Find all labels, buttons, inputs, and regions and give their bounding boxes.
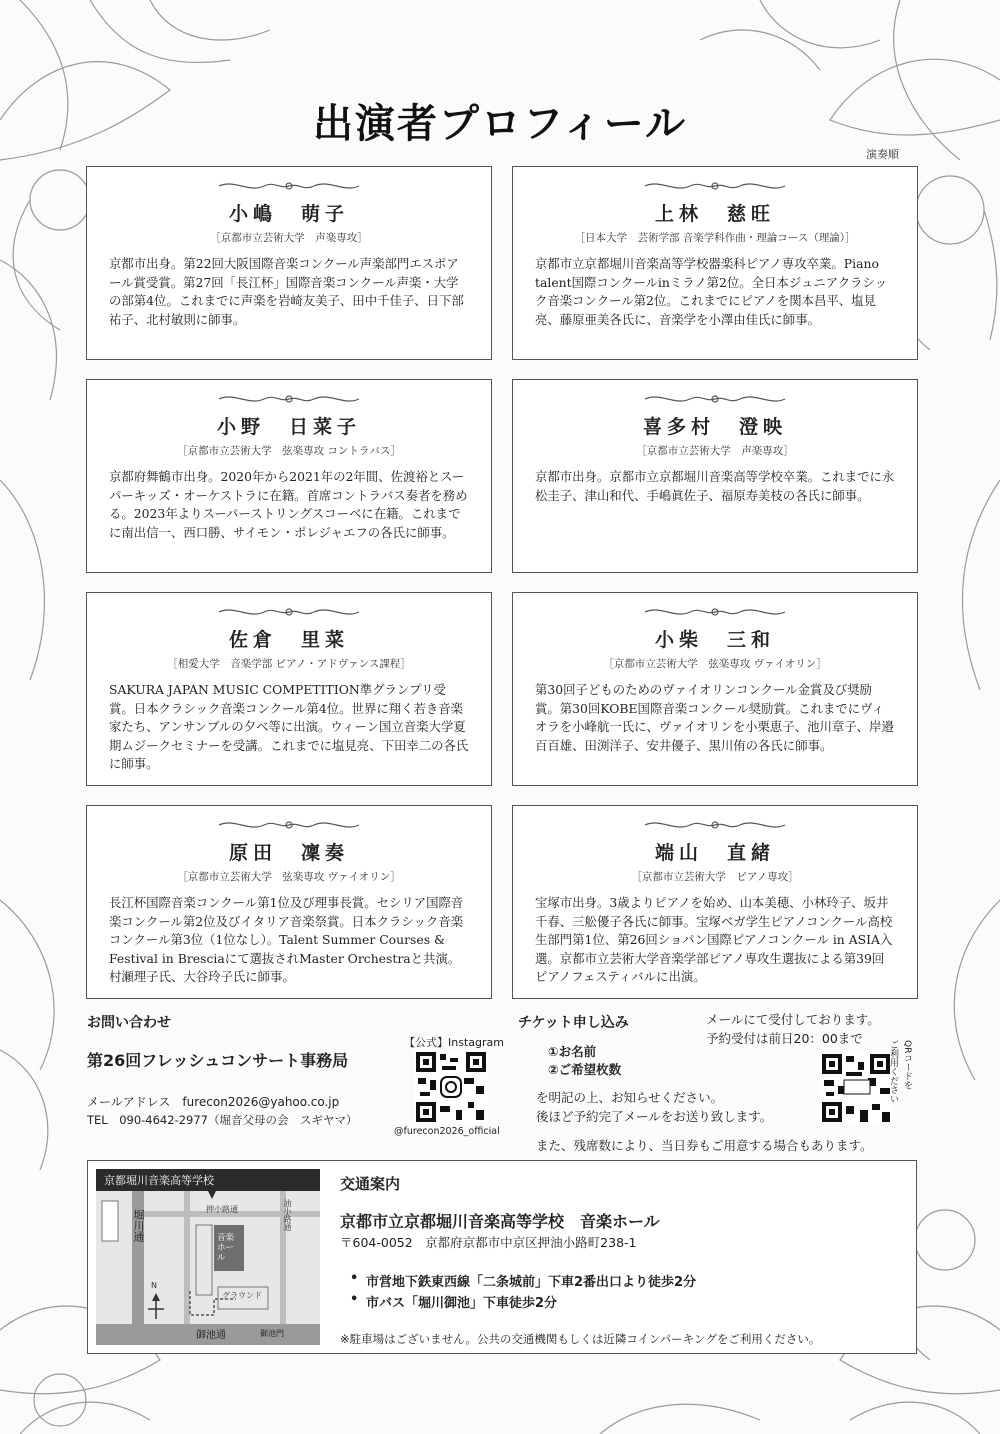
ticket-qr-code-icon[interactable] xyxy=(820,1052,892,1124)
instagram-handle[interactable]: @furecon2026_official xyxy=(394,1126,500,1137)
map-street-oike: 御池通 xyxy=(196,1330,226,1341)
performer-affiliation: ［相愛大学 音楽学部 ピアノ・アドヴァンス課程］ xyxy=(167,658,411,670)
ornament-divider-icon xyxy=(214,390,364,408)
access-heading: 交通案内 xyxy=(340,1175,401,1193)
performer-card xyxy=(512,166,918,360)
ticket-item-name: ①お名前 xyxy=(548,1044,597,1059)
performer-affiliation: ［京都市立芸術大学 声楽専攻］ xyxy=(636,445,794,457)
map-north-label: N xyxy=(151,1281,157,1290)
performer-name: 佐倉 里菜 xyxy=(228,629,349,651)
access-route-bullet-2: • xyxy=(350,1292,359,1307)
performer-card xyxy=(86,166,492,360)
performer-name: 原田 凜奏 xyxy=(228,842,349,864)
ticket-heading: チケット申し込み xyxy=(518,1015,629,1031)
performer-bio: 第30回子どものためのヴァイオリンコンクール金賞及び奨励賞。第30回KOBE国際音楽コンクール奨励賞。これまでにヴィオラを小峰航一氏に、ヴァイオリンを小栗恵子、池川章子、岸邉百百雄、田渕洋子、安井優子、黒川侑の各氏に師事。 xyxy=(535,682,894,753)
performer-card xyxy=(86,379,492,573)
performer-bio: 京都市立京都堀川音楽高等学校器楽科ピアノ専攻卒業。Piano talent国際コンクールinミラノ第2位。全日本ジュニアクラシック音楽コンクール第2位。これまでにピアノを関本昌平、塩見亮、藤原亜美各氏に、音楽学を小澤由佳氏に師事。 xyxy=(535,256,888,327)
performer-affiliation: ［京都市立芸術大学 弦楽専攻 コントラバス］ xyxy=(177,445,401,457)
contact-email[interactable]: メールアドレス furecon2026@yahoo.co.jp xyxy=(87,1095,340,1109)
page-title: 出演者プロフィール xyxy=(313,101,687,147)
ornament-divider-icon xyxy=(640,816,790,834)
performer-card xyxy=(512,379,918,573)
map-street-horikawa: 堀川通 xyxy=(132,1209,145,1242)
ticket-instruction-1: を明記の上、お知らせください。 xyxy=(536,1090,724,1105)
performer-affiliation: ［京都市立芸術大学 弦楽専攻 ヴァイオリン］ xyxy=(603,658,827,670)
ornament-divider-icon xyxy=(640,603,790,621)
access-parking-note: ※駐車場はございません。公共の交通機関もしくは近隣コインパーキングをご利用ください。 xyxy=(340,1332,821,1346)
access-route-bus: 市バス「堀川御池」下車徒歩2分 xyxy=(366,1296,558,1311)
access-venue-name: 京都市立京都堀川音楽高等学校 音楽ホール xyxy=(340,1212,660,1231)
performer-name: 上林 慈旺 xyxy=(654,203,775,225)
ornament-divider-icon xyxy=(214,603,364,621)
performer-card xyxy=(86,592,492,786)
ticket-instruction-2: 後ほど予約完了メールをお送り致します。 xyxy=(536,1109,773,1124)
performer-name: 小嶋 萌子 xyxy=(228,203,349,225)
ticket-deadline: 予約受付は前日20：00まで xyxy=(706,1031,863,1046)
map-hall-label: 音楽ホール xyxy=(217,1233,235,1263)
access-route-subway: 市営地下鉄東西線「二条城前」下車2番出口より徒歩2分 xyxy=(366,1275,697,1290)
performer-card xyxy=(86,805,492,999)
performer-bio: SAKURA JAPAN MUSIC COMPETITION準グランプリ受賞。日本クラシック音楽コンクール第4位。世界に翔く若き音楽家たち、アンサンブルの夕べ等に出演。ウィーン国立音楽大学夏期ムジークセミナーを受講。これまでに塩見亮、下田幸二の各氏に師事。 xyxy=(109,682,469,771)
map-street-aburakoji: 油小路通 xyxy=(283,1199,292,1231)
performer-bio: 京都市出身。第22回大阪国際音楽コンクール声楽部門エスポアール賞受賞。第27回「長江杯」国際音楽コンクール声楽・大学の部第4位。これまでに声楽を岩崎友美子、田中千佳子、日下部祐子、北村敏則に師事。 xyxy=(109,256,464,327)
performer-name: 端山 直緒 xyxy=(654,842,775,864)
performer-bio: 長江杯国際音楽コンクール第1位及び理事長賞。セシリア国際音楽コンクール第2位及びイタリア音楽祭賞。日本クラシック音楽コンクール第3位（1位なし）。Talent Summer Courses & Festival in Bresciaにて選抜されMaster Orchestraと共演。村瀬理子氏、大谷玲子氏に師事。 xyxy=(109,895,464,984)
ornament-divider-icon xyxy=(214,177,364,195)
performer-affiliation: ［京都市立芸術大学 ピアノ専攻］ xyxy=(631,871,799,883)
instagram-label: 【公式】Instagram xyxy=(404,1036,504,1049)
performer-bio: 宝塚市出身。3歳よりピアノを始め、山本美穂、小林玲子、坂井千春、三舩優子各氏に師事。宝塚ベガ学生ピアノコンクール高校生部門第1位、第26回ショパン国際ピアノコンクール in ASIA入選。京都市立芸術大学音楽学部ピアノ専攻生選抜による第39回ピアノフェスティバルに出演。 xyxy=(535,895,893,984)
access-route-bullet-1: • xyxy=(350,1271,359,1286)
map-ground-label: グラウンド xyxy=(222,1291,262,1300)
access-address: 〒604-0052 京都府京都市中京区押油小路町238-1 xyxy=(340,1235,637,1250)
instagram-qr-code-icon[interactable] xyxy=(414,1050,488,1124)
access-panel xyxy=(87,1160,917,1354)
ticket-item-count: ②ご希望枚数 xyxy=(548,1062,622,1077)
performer-name: 喜多村 澄映 xyxy=(642,416,787,438)
map-gate-label: 御池門 xyxy=(260,1329,284,1338)
performer-affiliation: ［日本大学 芸術学部 音楽学科作曲・理論コース（理論）］ xyxy=(574,232,856,244)
ornament-divider-icon xyxy=(640,390,790,408)
performance-order-note: 演奏順 xyxy=(866,148,899,161)
performer-name: 小野 日菜子 xyxy=(216,416,361,438)
performer-bio: 京都市出身。京都市立京都堀川音楽高等学校卒業。これまでに永松圭子、津山和代、手嶋眞佐子、福原寿美枝の各氏に師事。 xyxy=(535,469,895,503)
qr-caption-1: QRコードを xyxy=(902,1040,912,1090)
access-map xyxy=(96,1169,320,1345)
performer-card xyxy=(512,592,918,786)
ornament-divider-icon xyxy=(214,816,364,834)
ticket-mail-note: メールにて受付しております。 xyxy=(706,1012,880,1027)
performer-affiliation: ［京都市立芸術大学 声楽専攻］ xyxy=(210,232,368,244)
performer-name: 小柴 三和 xyxy=(654,629,775,651)
ticket-door-note: また、残席数により、当日券もご用意する場合もあります。 xyxy=(536,1138,873,1153)
contact-tel[interactable]: TEL 090-4642-2977（堀音父母の会 スギヤマ） xyxy=(87,1113,358,1127)
performer-bio: 京都府舞鶴市出身。2020年から2021年の2年間、佐渡裕とスーパーキッズ・オーケストラに在籍。首席コントラバス奏者を務める。2023年よりスーパーストリングスコーベに在籍。これまでに南出信一、西口勝、サイモン・ポレジャエフの各氏に師事。 xyxy=(109,469,468,540)
qr-caption-2: ご利用ください xyxy=(888,1040,898,1103)
performer-affiliation: ［京都市立芸術大学 弦楽専攻 ヴァイオリン］ xyxy=(177,871,401,883)
contact-office-name: 第26回フレッシュコンサート事務局 xyxy=(87,1051,349,1070)
contact-heading: お問い合わせ xyxy=(87,1015,171,1031)
map-street-oshi: 押小路通 xyxy=(206,1205,238,1214)
performer-card xyxy=(512,805,918,999)
map-illustration xyxy=(96,1169,320,1345)
ornament-divider-icon xyxy=(640,177,790,195)
map-school-label: 京都堀川音楽高等学校 xyxy=(104,1174,214,1187)
